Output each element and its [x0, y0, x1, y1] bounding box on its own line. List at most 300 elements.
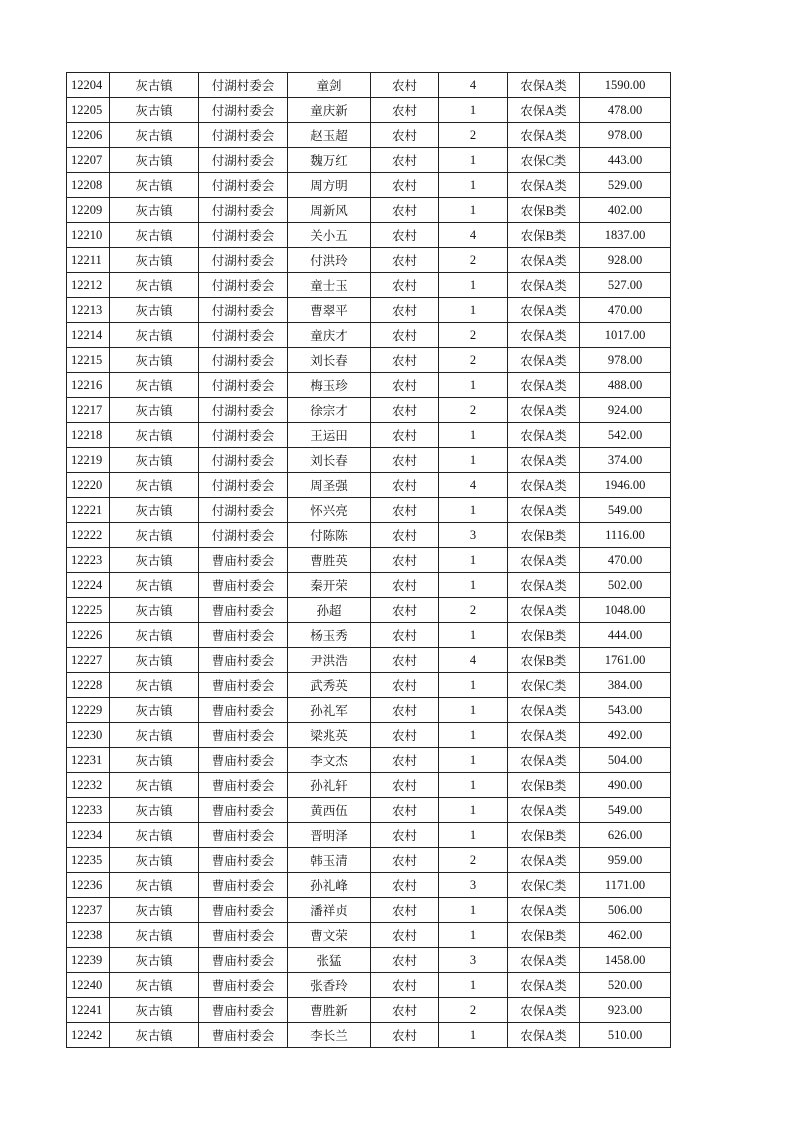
town-cell: 灰古镇	[110, 798, 199, 823]
household-type-cell: 农村	[371, 773, 439, 798]
person-name-cell: 李长兰	[288, 1023, 371, 1048]
person-name-cell: 怀兴亮	[288, 498, 371, 523]
amount-cell: 444.00	[580, 623, 671, 648]
record-id-cell: 12232	[67, 773, 110, 798]
household-size-cell: 4	[439, 223, 508, 248]
insurance-category-cell: 农保A类	[508, 698, 580, 723]
person-name-cell: 孙超	[288, 598, 371, 623]
village-committee-cell: 付湖村委会	[199, 248, 288, 273]
household-size-cell: 2	[439, 598, 508, 623]
table-row	[67, 373, 671, 398]
table-row	[67, 348, 671, 373]
town-cell: 灰古镇	[110, 548, 199, 573]
household-size-cell: 4	[439, 73, 508, 98]
insurance-category-cell: 农保B类	[508, 223, 580, 248]
person-name-cell: 刘长春	[288, 348, 371, 373]
person-name-cell: 李文杰	[288, 748, 371, 773]
insurance-category-cell: 农保A类	[508, 448, 580, 473]
record-id-cell: 12208	[67, 173, 110, 198]
household-size-cell: 1	[439, 148, 508, 173]
household-size-cell: 2	[439, 323, 508, 348]
table-row	[67, 323, 671, 348]
person-name-cell: 杨玉秀	[288, 623, 371, 648]
person-name-cell: 潘祥贞	[288, 898, 371, 923]
person-name-cell: 曹文荣	[288, 923, 371, 948]
household-type-cell: 农村	[371, 373, 439, 398]
town-cell: 灰古镇	[110, 898, 199, 923]
town-cell: 灰古镇	[110, 848, 199, 873]
village-committee-cell: 付湖村委会	[199, 523, 288, 548]
town-cell: 灰古镇	[110, 573, 199, 598]
town-cell: 灰古镇	[110, 823, 199, 848]
village-committee-cell: 曹庙村委会	[199, 1023, 288, 1048]
person-name-cell: 周新风	[288, 198, 371, 223]
insurance-category-cell: 农保A类	[508, 1023, 580, 1048]
record-id-cell: 12204	[67, 73, 110, 98]
household-type-cell: 农村	[371, 548, 439, 573]
village-committee-cell: 曹庙村委会	[199, 873, 288, 898]
insurance-category-cell: 农保A类	[508, 473, 580, 498]
table-row	[67, 548, 671, 573]
table-row	[67, 898, 671, 923]
insurance-category-cell: 农保A类	[508, 323, 580, 348]
record-id-cell: 12225	[67, 598, 110, 623]
household-size-cell: 1	[439, 823, 508, 848]
town-cell: 灰古镇	[110, 348, 199, 373]
household-size-cell: 1	[439, 498, 508, 523]
person-name-cell: 武秀英	[288, 673, 371, 698]
amount-cell: 527.00	[580, 273, 671, 298]
household-type-cell: 农村	[371, 273, 439, 298]
household-type-cell: 农村	[371, 598, 439, 623]
household-size-cell: 1	[439, 423, 508, 448]
table-row	[67, 423, 671, 448]
amount-cell: 542.00	[580, 423, 671, 448]
town-cell: 灰古镇	[110, 498, 199, 523]
town-cell: 灰古镇	[110, 948, 199, 973]
person-name-cell: 魏万红	[288, 148, 371, 173]
amount-cell: 402.00	[580, 198, 671, 223]
insurance-category-cell: 农保A类	[508, 423, 580, 448]
insurance-category-cell: 农保A类	[508, 798, 580, 823]
amount-cell: 529.00	[580, 173, 671, 198]
amount-cell: 1946.00	[580, 473, 671, 498]
person-name-cell: 周方明	[288, 173, 371, 198]
table-body	[67, 73, 671, 1048]
record-id-cell: 12237	[67, 898, 110, 923]
village-committee-cell: 曹庙村委会	[199, 548, 288, 573]
person-name-cell: 韩玉清	[288, 848, 371, 873]
household-type-cell: 农村	[371, 673, 439, 698]
household-size-cell: 2	[439, 123, 508, 148]
household-size-cell: 1	[439, 698, 508, 723]
amount-cell: 478.00	[580, 98, 671, 123]
town-cell: 灰古镇	[110, 398, 199, 423]
town-cell: 灰古镇	[110, 273, 199, 298]
person-name-cell: 梅玉珍	[288, 373, 371, 398]
household-type-cell: 农村	[371, 98, 439, 123]
town-cell: 灰古镇	[110, 298, 199, 323]
table-row	[67, 998, 671, 1023]
household-type-cell: 农村	[371, 823, 439, 848]
insurance-category-cell: 农保B类	[508, 198, 580, 223]
record-id-cell: 12239	[67, 948, 110, 973]
household-size-cell: 3	[439, 523, 508, 548]
household-size-cell: 1	[439, 923, 508, 948]
insurance-category-cell: 农保C类	[508, 148, 580, 173]
table-row	[67, 923, 671, 948]
insurance-category-cell: 农保B类	[508, 823, 580, 848]
table-row	[67, 148, 671, 173]
table-row	[67, 298, 671, 323]
insurance-category-cell: 农保A类	[508, 848, 580, 873]
village-committee-cell: 曹庙村委会	[199, 748, 288, 773]
record-id-cell: 12212	[67, 273, 110, 298]
amount-cell: 520.00	[580, 973, 671, 998]
insurance-category-cell: 农保B类	[508, 923, 580, 948]
record-id-cell: 12229	[67, 698, 110, 723]
village-committee-cell: 付湖村委会	[199, 448, 288, 473]
person-name-cell: 王运田	[288, 423, 371, 448]
table-row	[67, 198, 671, 223]
household-type-cell: 农村	[371, 173, 439, 198]
village-committee-cell: 付湖村委会	[199, 298, 288, 323]
household-size-cell: 1	[439, 198, 508, 223]
record-id-cell: 12242	[67, 1023, 110, 1048]
record-id-cell: 12218	[67, 423, 110, 448]
amount-cell: 1458.00	[580, 948, 671, 973]
village-committee-cell: 付湖村委会	[199, 198, 288, 223]
person-name-cell: 曹胜新	[288, 998, 371, 1023]
amount-cell: 470.00	[580, 298, 671, 323]
record-id-cell: 12228	[67, 673, 110, 698]
village-committee-cell: 付湖村委会	[199, 323, 288, 348]
amount-cell: 1017.00	[580, 323, 671, 348]
amount-cell: 1171.00	[580, 873, 671, 898]
person-name-cell: 童庆才	[288, 323, 371, 348]
town-cell: 灰古镇	[110, 173, 199, 198]
table-row	[67, 598, 671, 623]
household-size-cell: 2	[439, 248, 508, 273]
household-size-cell: 1	[439, 898, 508, 923]
household-size-cell: 1	[439, 373, 508, 398]
village-committee-cell: 付湖村委会	[199, 73, 288, 98]
household-type-cell: 农村	[371, 198, 439, 223]
household-type-cell: 农村	[371, 123, 439, 148]
household-type-cell: 农村	[371, 398, 439, 423]
person-name-cell: 晋明泽	[288, 823, 371, 848]
amount-cell: 978.00	[580, 123, 671, 148]
household-size-cell: 1	[439, 673, 508, 698]
table-row	[67, 123, 671, 148]
insurance-category-cell: 农保A类	[508, 273, 580, 298]
person-name-cell: 付陈陈	[288, 523, 371, 548]
amount-cell: 626.00	[580, 823, 671, 848]
household-size-cell: 3	[439, 948, 508, 973]
table-row	[67, 273, 671, 298]
household-size-cell: 1	[439, 98, 508, 123]
record-id-cell: 12207	[67, 148, 110, 173]
household-size-cell: 1	[439, 623, 508, 648]
household-type-cell: 农村	[371, 723, 439, 748]
town-cell: 灰古镇	[110, 873, 199, 898]
record-id-cell: 12215	[67, 348, 110, 373]
town-cell: 灰古镇	[110, 73, 199, 98]
insurance-category-cell: 农保A类	[508, 398, 580, 423]
amount-cell: 923.00	[580, 998, 671, 1023]
village-committee-cell: 曹庙村委会	[199, 973, 288, 998]
village-committee-cell: 付湖村委会	[199, 173, 288, 198]
household-size-cell: 2	[439, 998, 508, 1023]
insurance-category-cell: 农保A类	[508, 373, 580, 398]
table-row	[67, 698, 671, 723]
village-committee-cell: 曹庙村委会	[199, 698, 288, 723]
table-row	[67, 498, 671, 523]
record-id-cell: 12220	[67, 473, 110, 498]
household-size-cell: 2	[439, 848, 508, 873]
amount-cell: 443.00	[580, 148, 671, 173]
person-name-cell: 尹洪浩	[288, 648, 371, 673]
person-name-cell: 孙礼轩	[288, 773, 371, 798]
household-type-cell: 农村	[371, 1023, 439, 1048]
town-cell: 灰古镇	[110, 698, 199, 723]
record-id-cell: 12222	[67, 523, 110, 548]
amount-cell: 504.00	[580, 748, 671, 773]
record-id-cell: 12209	[67, 198, 110, 223]
person-name-cell: 曹翠平	[288, 298, 371, 323]
town-cell: 灰古镇	[110, 323, 199, 348]
household-size-cell: 1	[439, 548, 508, 573]
person-name-cell: 张猛	[288, 948, 371, 973]
insurance-category-cell: 农保A类	[508, 298, 580, 323]
insurance-category-cell: 农保A类	[508, 973, 580, 998]
record-id-cell: 12211	[67, 248, 110, 273]
insurance-category-cell: 农保A类	[508, 248, 580, 273]
insurance-category-cell: 农保B类	[508, 773, 580, 798]
insurance-category-cell: 农保B类	[508, 523, 580, 548]
insurance-category-cell: 农保A类	[508, 348, 580, 373]
household-type-cell: 农村	[371, 848, 439, 873]
record-id-cell: 12240	[67, 973, 110, 998]
amount-cell: 490.00	[580, 773, 671, 798]
record-id-cell: 12226	[67, 623, 110, 648]
insurance-category-cell: 农保A类	[508, 573, 580, 598]
town-cell: 灰古镇	[110, 198, 199, 223]
household-size-cell: 1	[439, 773, 508, 798]
household-type-cell: 农村	[371, 348, 439, 373]
person-name-cell: 童剑	[288, 73, 371, 98]
insurance-category-cell: 农保A类	[508, 598, 580, 623]
insurance-category-cell: 农保A类	[508, 948, 580, 973]
town-cell: 灰古镇	[110, 473, 199, 498]
household-size-cell: 4	[439, 473, 508, 498]
insurance-category-cell: 农保A类	[508, 498, 580, 523]
amount-cell: 928.00	[580, 248, 671, 273]
person-name-cell: 赵玉超	[288, 123, 371, 148]
household-size-cell: 1	[439, 798, 508, 823]
table-row	[67, 623, 671, 648]
town-cell: 灰古镇	[110, 998, 199, 1023]
village-committee-cell: 曹庙村委会	[199, 673, 288, 698]
household-size-cell: 1	[439, 273, 508, 298]
village-committee-cell: 曹庙村委会	[199, 798, 288, 823]
record-id-cell: 12235	[67, 848, 110, 873]
table-row	[67, 673, 671, 698]
household-size-cell: 1	[439, 573, 508, 598]
amount-cell: 506.00	[580, 898, 671, 923]
amount-cell: 543.00	[580, 698, 671, 723]
household-size-cell: 3	[439, 873, 508, 898]
person-name-cell: 曹胜英	[288, 548, 371, 573]
town-cell: 灰古镇	[110, 1023, 199, 1048]
amount-cell: 510.00	[580, 1023, 671, 1048]
town-cell: 灰古镇	[110, 748, 199, 773]
village-committee-cell: 曹庙村委会	[199, 823, 288, 848]
household-type-cell: 农村	[371, 73, 439, 98]
village-committee-cell: 付湖村委会	[199, 473, 288, 498]
amount-cell: 549.00	[580, 498, 671, 523]
household-type-cell: 农村	[371, 948, 439, 973]
village-committee-cell: 曹庙村委会	[199, 923, 288, 948]
amount-cell: 462.00	[580, 923, 671, 948]
record-id-cell: 12205	[67, 98, 110, 123]
amount-cell: 924.00	[580, 398, 671, 423]
household-type-cell: 农村	[371, 148, 439, 173]
amount-cell: 959.00	[580, 848, 671, 873]
records-table	[66, 72, 671, 1048]
town-cell: 灰古镇	[110, 523, 199, 548]
record-id-cell: 12206	[67, 123, 110, 148]
table-row	[67, 398, 671, 423]
record-id-cell: 12224	[67, 573, 110, 598]
table-row	[67, 873, 671, 898]
table-row	[67, 823, 671, 848]
household-type-cell: 农村	[371, 973, 439, 998]
person-name-cell: 刘长春	[288, 448, 371, 473]
household-type-cell: 农村	[371, 998, 439, 1023]
amount-cell: 1048.00	[580, 598, 671, 623]
table-row	[67, 648, 671, 673]
insurance-category-cell: 农保A类	[508, 723, 580, 748]
insurance-category-cell: 农保A类	[508, 548, 580, 573]
table-row	[67, 473, 671, 498]
record-id-cell: 12214	[67, 323, 110, 348]
table-row	[67, 973, 671, 998]
table-row	[67, 98, 671, 123]
household-type-cell: 农村	[371, 323, 439, 348]
amount-cell: 1837.00	[580, 223, 671, 248]
village-committee-cell: 付湖村委会	[199, 498, 288, 523]
table-row	[67, 523, 671, 548]
person-name-cell: 黄西伍	[288, 798, 371, 823]
village-committee-cell: 曹庙村委会	[199, 773, 288, 798]
village-committee-cell: 曹庙村委会	[199, 948, 288, 973]
insurance-category-cell: 农保C类	[508, 673, 580, 698]
household-type-cell: 农村	[371, 898, 439, 923]
village-committee-cell: 曹庙村委会	[199, 723, 288, 748]
amount-cell: 1761.00	[580, 648, 671, 673]
household-size-cell: 1	[439, 1023, 508, 1048]
table-row	[67, 848, 671, 873]
person-name-cell: 梁兆英	[288, 723, 371, 748]
town-cell: 灰古镇	[110, 373, 199, 398]
household-type-cell: 农村	[371, 923, 439, 948]
record-id-cell: 12210	[67, 223, 110, 248]
person-name-cell: 孙礼峰	[288, 873, 371, 898]
household-type-cell: 农村	[371, 573, 439, 598]
village-committee-cell: 曹庙村委会	[199, 623, 288, 648]
amount-cell: 492.00	[580, 723, 671, 748]
household-type-cell: 农村	[371, 248, 439, 273]
household-type-cell: 农村	[371, 473, 439, 498]
household-size-cell: 1	[439, 448, 508, 473]
insurance-category-cell: 农保A类	[508, 98, 580, 123]
household-type-cell: 农村	[371, 748, 439, 773]
town-cell: 灰古镇	[110, 98, 199, 123]
person-name-cell: 孙礼军	[288, 698, 371, 723]
insurance-category-cell: 农保A类	[508, 998, 580, 1023]
village-committee-cell: 曹庙村委会	[199, 598, 288, 623]
amount-cell: 384.00	[580, 673, 671, 698]
record-id-cell: 12213	[67, 298, 110, 323]
person-name-cell: 关小五	[288, 223, 371, 248]
record-id-cell: 12238	[67, 923, 110, 948]
village-committee-cell: 付湖村委会	[199, 148, 288, 173]
insurance-category-cell: 农保A类	[508, 898, 580, 923]
village-committee-cell: 付湖村委会	[199, 223, 288, 248]
village-committee-cell: 付湖村委会	[199, 98, 288, 123]
town-cell: 灰古镇	[110, 623, 199, 648]
record-id-cell: 12227	[67, 648, 110, 673]
amount-cell: 502.00	[580, 573, 671, 598]
village-committee-cell: 曹庙村委会	[199, 648, 288, 673]
table-row	[67, 173, 671, 198]
record-id-cell: 12234	[67, 823, 110, 848]
amount-cell: 374.00	[580, 448, 671, 473]
household-type-cell: 农村	[371, 698, 439, 723]
insurance-category-cell: 农保B类	[508, 648, 580, 673]
table-row	[67, 73, 671, 98]
household-size-cell: 2	[439, 348, 508, 373]
town-cell: 灰古镇	[110, 448, 199, 473]
person-name-cell: 童庆新	[288, 98, 371, 123]
village-committee-cell: 付湖村委会	[199, 398, 288, 423]
amount-cell: 470.00	[580, 548, 671, 573]
table-row	[67, 948, 671, 973]
household-size-cell: 2	[439, 398, 508, 423]
person-name-cell: 张香玲	[288, 973, 371, 998]
insurance-category-cell: 农保A类	[508, 123, 580, 148]
household-type-cell: 农村	[371, 648, 439, 673]
person-name-cell: 秦开荣	[288, 573, 371, 598]
household-type-cell: 农村	[371, 223, 439, 248]
town-cell: 灰古镇	[110, 148, 199, 173]
household-size-cell: 1	[439, 723, 508, 748]
village-committee-cell: 付湖村委会	[199, 373, 288, 398]
insurance-category-cell: 农保A类	[508, 748, 580, 773]
household-type-cell: 农村	[371, 798, 439, 823]
person-name-cell: 童士玉	[288, 273, 371, 298]
household-size-cell: 1	[439, 173, 508, 198]
table-row	[67, 723, 671, 748]
household-type-cell: 农村	[371, 498, 439, 523]
town-cell: 灰古镇	[110, 923, 199, 948]
insurance-category-cell: 农保C类	[508, 873, 580, 898]
town-cell: 灰古镇	[110, 223, 199, 248]
town-cell: 灰古镇	[110, 648, 199, 673]
household-type-cell: 农村	[371, 448, 439, 473]
village-committee-cell: 付湖村委会	[199, 423, 288, 448]
